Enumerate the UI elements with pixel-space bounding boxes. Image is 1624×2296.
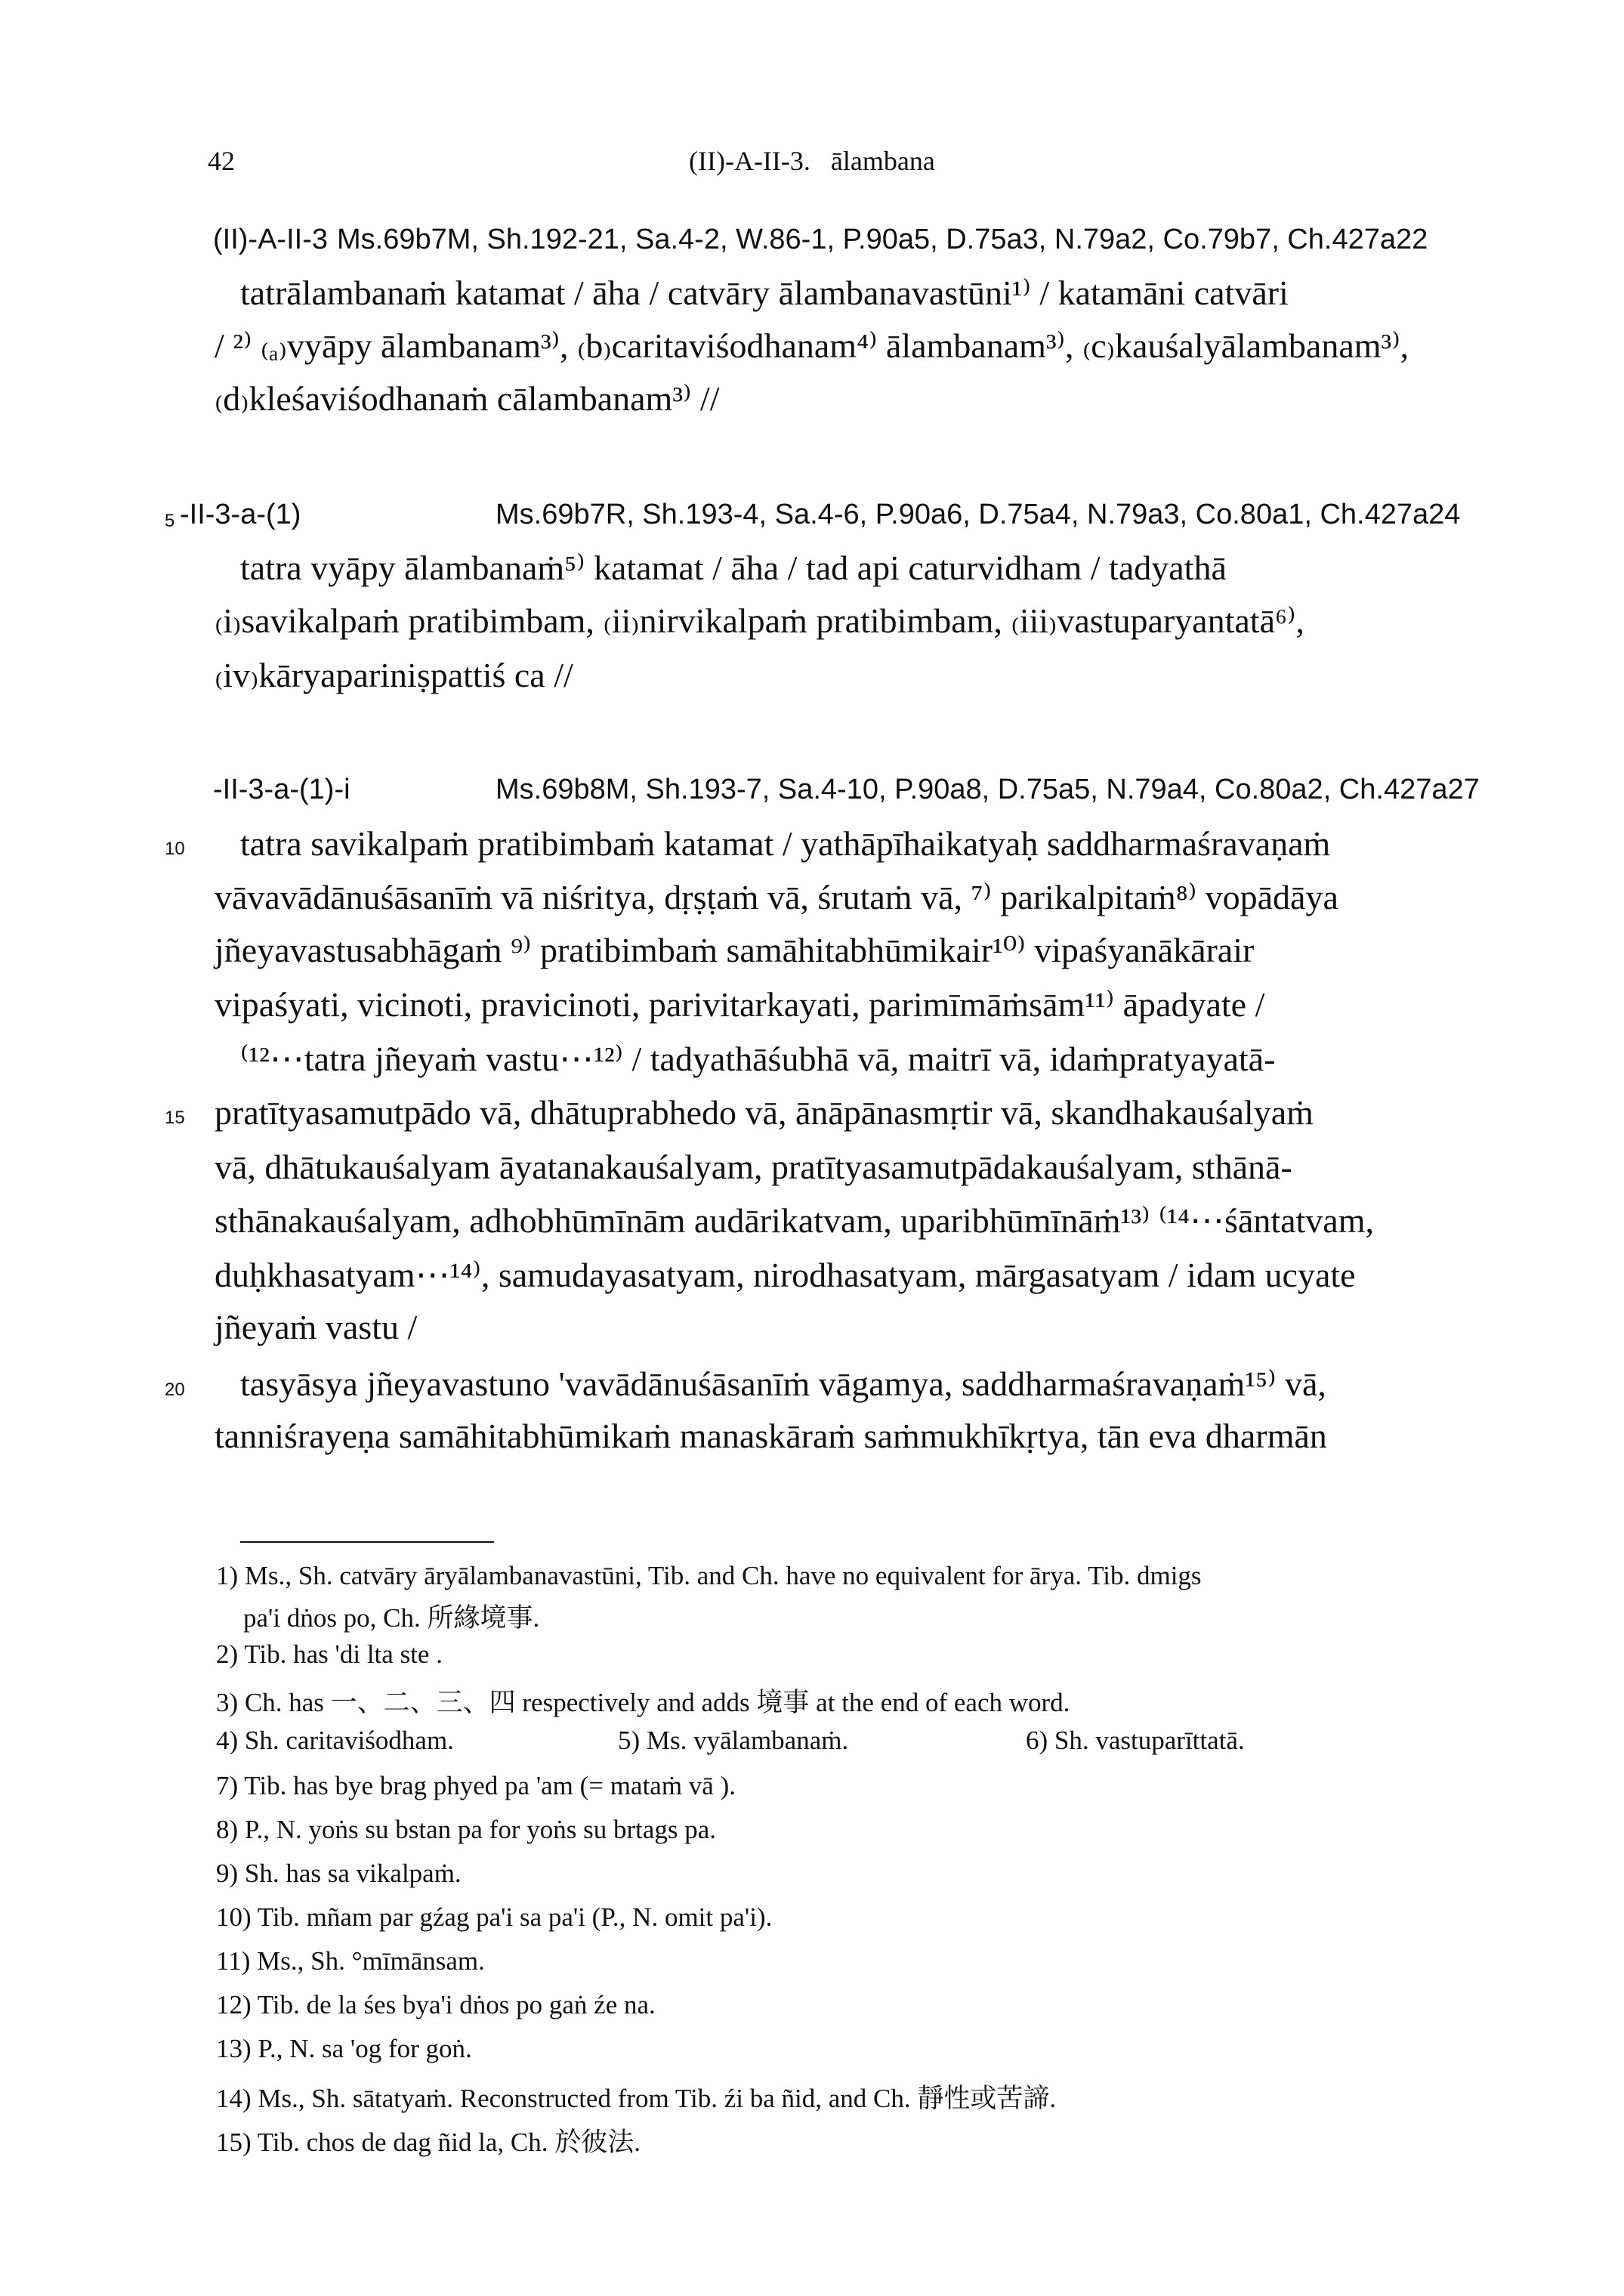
text-line: / ²⁾ ₍ₐ₎vyāpy ālambanam³⁾, ₍b₎caritaviśodhanam⁴⁾ ālambanam³⁾, ₍c₎kauśalyālambanam³⁾, <box>215 326 1409 365</box>
section-heading-refs: Ms.69b8M, Sh.193-7, Sa.4-10, P.90a8, D.75a5, N.79a4, Co.80a2, Ch.427a27 <box>496 774 1480 805</box>
footnote: 2) Tib. has 'di lta ste . <box>216 1639 443 1669</box>
text-line: tatrālambanaṁ katamat / āha / catvāry ālambanavastūni¹⁾ / katamāni catvāri <box>240 273 1289 312</box>
text-line: ₍d₎kleśaviśodhanaṁ cālambanam³⁾ // <box>215 379 720 418</box>
text-line: sthānakauśalyam, adhobhūmīnām audārikatvam, uparibhūmīnāṁ¹³⁾ ⁽¹⁴⋯śāntatvam, <box>215 1201 1375 1240</box>
text-line: tatra savikalpaṁ pratibimbaṁ katamat / yathāpīhaikatyaḥ saddharmaśravaṇaṁ <box>240 824 1331 863</box>
text-line: vā, dhātukauśalyam āyatanakauśalyam, pratītyasamutpādakauśalyam, sthānā- <box>215 1148 1292 1186</box>
footnote: 12) Tib. de la śes bya'i dṅos po gaṅ źe na. <box>216 1990 656 2019</box>
text-line: tasyāsya jñeyavastuno 'vavādānuśāsanīṁ vāgamya, saddharmaśravaṇaṁ¹⁵⁾ vā, <box>240 1364 1326 1403</box>
footnote: 13) P., N. sa 'og for goṅ. <box>216 2034 472 2063</box>
footnote: 4) Sh. caritaviśodham. <box>216 1726 454 1755</box>
page-number: 42 <box>208 146 235 176</box>
text-line: duḥkhasatyam⋯¹⁴⁾, samudayasatyam, nirodhasatyam, mārgasatyam / idam ucyate <box>215 1256 1356 1294</box>
text-line: jñeyaṁ vastu / <box>215 1308 418 1346</box>
text-line: ₍iv₎kāryapariniṣpattiś ca // <box>215 656 573 694</box>
footnote: 5) Ms. vyālambanaṁ. <box>618 1726 849 1755</box>
footnote: 15) Tib. chos de dag ñid la, Ch. 於彼法. <box>216 2128 641 2157</box>
section-heading-id: (II)-A-II-3 <box>213 224 328 255</box>
section-heading-id: -II-3-a-(1)-i <box>213 774 350 805</box>
section-heading-refs: Ms.69b7M, Sh.192-21, Sa.4-2, W.86-1, P.90a5, D.75a3, N.79a2, Co.79b7, Ch.427a22 <box>337 224 1428 255</box>
text-line: vāvavādānuśāsanīṁ vā niśritya, dṛṣṭaṁ vā, śrutaṁ vā, ⁷⁾ parikalpitaṁ⁸⁾ vopādāya <box>215 878 1338 916</box>
text-line: ⁽¹²⋯tatra jñeyaṁ vastu⋯¹²⁾ / tadyathāśubhā vā, maitrī vā, idaṁpratyayatā- <box>240 1040 1276 1078</box>
footnote: 11) Ms., Sh. °mīmānsam. <box>216 1946 485 1976</box>
footnote: 8) P., N. yoṅs su bstan pa for yoṅs su brtags pa. <box>216 1815 717 1844</box>
text-line: jñeyavastusabhāgaṁ ⁹⁾ pratibimbaṁ samāhitabhūmikair¹⁰⁾ vipaśyanākārair <box>215 931 1255 969</box>
text-line: tatra vyāpy ālambanaṁ⁵⁾ katamat / āha / tad api caturvidham / tadyathā <box>240 549 1227 587</box>
footnote: 1) Ms., Sh. catvāry āryālambanavastūni, Tib. and Ch. have no equivalent for ārya. Tib. dmigs <box>216 1561 1202 1590</box>
text-line: ₍i₎savikalpaṁ pratibimbam, ₍ii₎nirvikalpaṁ pratibimbam, ₍iii₎vastuparyantatā⁶⁾, <box>215 601 1304 640</box>
line-number: 20 <box>165 1380 185 1400</box>
line-number: 10 <box>165 839 185 859</box>
line-number: 15 <box>165 1108 185 1128</box>
text-line: vipaśyati, vicinoti, pravicinoti, parivitarkayati, parimīmāṁsām¹¹⁾ āpadyate / <box>215 985 1265 1024</box>
footnote: 10) Tib. mñam par gźag pa'i sa pa'i (P., N. omit pa'i). <box>216 1902 773 1932</box>
footnote: 3) Ch. has 一、二、三、四 respectively and adds 境事 at the end of each word. <box>216 1688 1070 1717</box>
section-heading-id: -II-3-a-(1) <box>180 499 301 530</box>
footnote: 7) Tib. has bye brag phyed pa 'am (= mataṁ vā ). <box>216 1771 736 1800</box>
footnote-divider <box>240 1541 494 1543</box>
footnote: 14) Ms., Sh. sātatyaṁ. Reconstructed from Tib. źi ba ñid, and Ch. 靜性或苦諦. <box>216 2084 1057 2113</box>
footnote: 6) Sh. vastuparīttatā. <box>1026 1726 1245 1755</box>
section-heading-refs: Ms.69b7R, Sh.193-4, Sa.4-6, P.90a6, D.75a4, N.79a3, Co.80a1, Ch.427a24 <box>496 499 1461 530</box>
running-title: (II)-A-II-3. ālambana <box>689 146 935 176</box>
footnote: pa'i dṅos po, Ch. 所緣境事. <box>243 1603 540 1633</box>
text-line: pratītyasamutpādo vā, dhātuprabhedo vā, ānāpānasmṛtir vā, skandhakauśalyaṁ <box>215 1093 1314 1132</box>
text-line: tanniśrayeṇa samāhitabhūmikaṁ manaskāraṁ saṁmukhīkṛtya, tān eva dharmān <box>215 1417 1327 1455</box>
line-number: 5 <box>165 511 175 531</box>
footnote: 9) Sh. has sa vikalpaṁ. <box>216 1859 462 1888</box>
